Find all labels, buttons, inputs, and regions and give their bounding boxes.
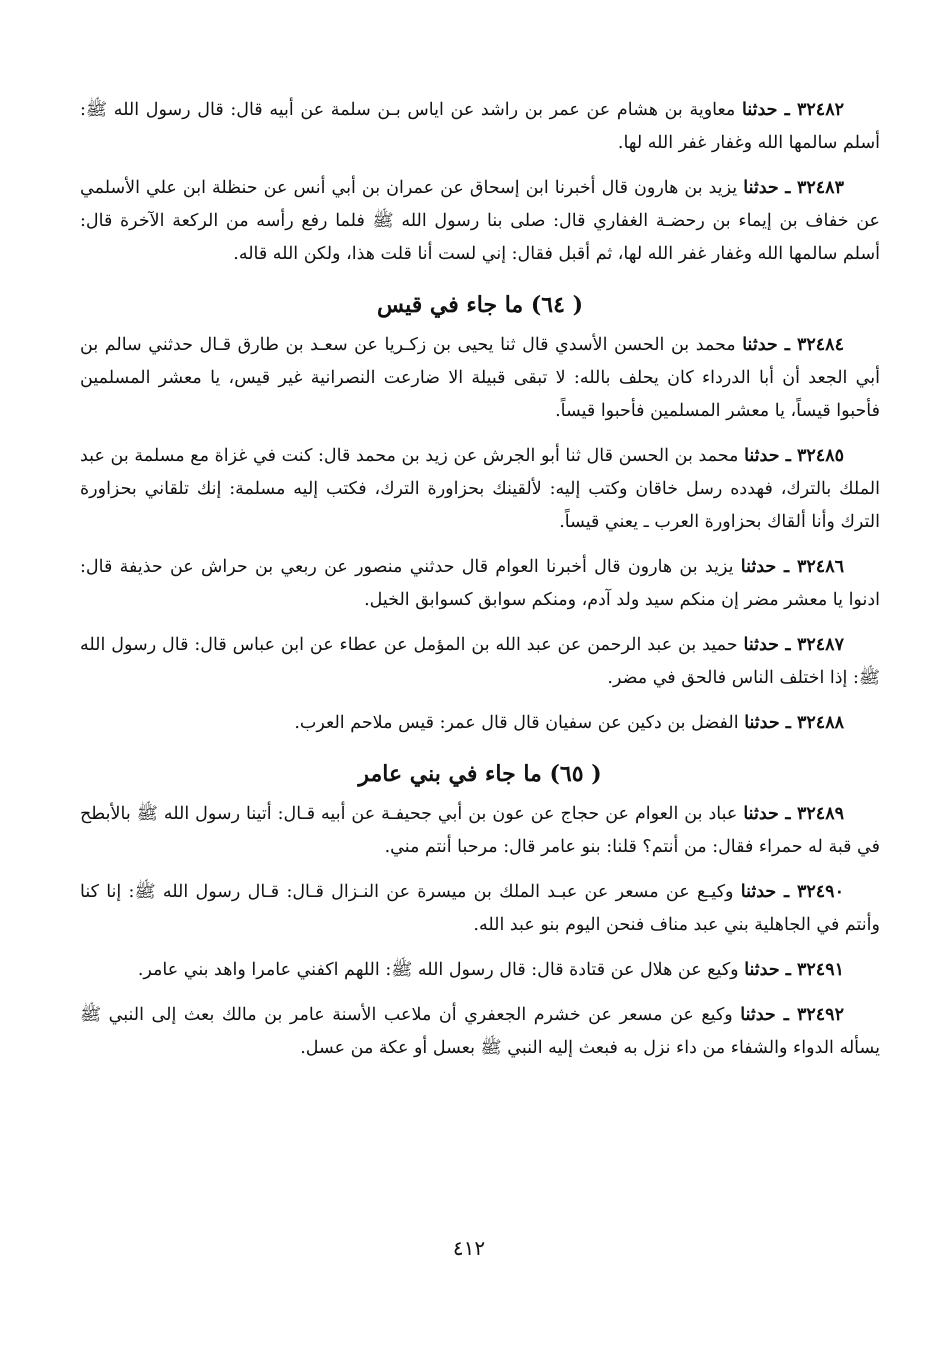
hadith-number: ٣٢٤٩٠ ـ حدثنا — [740, 882, 844, 902]
hadith-number: ٣٢٤٨٥ ـ حدثنا — [744, 446, 844, 466]
hadith-text: محمد بن الحسن الأسدي قال ثنا يحيى بن زكـريا عن سعـد بن طارق قـال حدثني سالم بن أبي الجعد أن أبا الدرداء كان يحلف بالله: لا تبقى قبيلة الا ضارعت النصرانية غير قيس، يا معشر المسلمين فأحبوا قيساً، يا معشر المسلمين فأحبوا قيساً. — [80, 335, 880, 421]
hadith-32484 — [80, 329, 880, 428]
hadith-text: الفضل بن دكين عن سفيان قال قال عمر: قيس ملاحم العرب. — [294, 713, 739, 733]
hadith-text: معاوية بن هشام عن عمر بن راشد عن اياس بـن سلمة عن أبيه قال: قال رسول الله ﷺ: أسلم سالمها الله وغفار غفر الله لها. — [80, 100, 880, 153]
hadith-32492 — [80, 999, 880, 1065]
section-heading-64: ( ٦٤) ما جاء في قيس — [377, 292, 583, 318]
hadith-32486 — [80, 551, 880, 617]
hadith-text: وكيع عن مسعر عن خشرم الجعفري أن ملاعب الأسنة عامر بن مالك بعث إلى النبي ﷺ يسأله الدواء والشفاء من داء نزل به فبعث إليه النبي ﷺ بعسل أو عكة من عسل. — [80, 1005, 880, 1058]
hadith-number: ٣٢٤٨٨ ـ حدثنا — [744, 713, 844, 733]
hadith-32490 — [80, 876, 880, 942]
hadith-number: ٣٢٤٨٩ ـ حدثنا — [743, 804, 844, 824]
page-number: ٤١٢ — [452, 1236, 486, 1260]
hadith-number: ٣٢٤٨٢ ـ حدثنا — [741, 100, 844, 120]
hadith-number: ٣٢٤٨٣ ـ حدثنا — [743, 178, 844, 198]
hadith-text: يزيد بن هارون قال أخبرنا العوام قال حدثني منصور عن ربعي بن حراش عن حذيفة قال: ادنوا يا معشر مضر إن منكم سيد ولد آدم، ومنكم سوابق كسوابق الخيل. — [80, 557, 880, 610]
hadith-text: حميد بن عبد الرحمن عن عبد الله بن المؤمل عن عطاء عن ابن عباس قال: قال رسول الله ﷺ: إذا اختلف الناس فالحق في مضر. — [80, 635, 880, 688]
hadith-number: ٣٢٤٨٤ ـ حدثنا — [742, 335, 844, 355]
hadith-number: ٣٢٤٩٢ ـ حدثنا — [740, 1005, 844, 1025]
hadith-text: وكيـع عن مسعر عن عبـد الملك بن ميسرة عن النـزال قـال: قـال رسول الله ﷺ: إنا كنا وأنتم في الجاهلية بني عبد مناف فنحن اليوم بنو عبد الله. — [80, 882, 880, 935]
hadith-text: وكيع عن هلال عن قتادة قال: قال رسول الله ﷺ: اللهم اكفني عامرا واهد بني عامر. — [137, 960, 739, 980]
hadith-text: عباد بن العوام عن حجاج عن عون بن أبي جحيفـة عن أبيه قـال: أتينا رسول الله ﷺ بالأبطح في قبة له حمراء فقال: من أنتم؟ قلنا: بنو عامر قال: مرحبا أنتم مني. — [80, 804, 880, 857]
hadith-text: يزيد بن هارون قال أخبرنا ابن إسحاق عن عمران بن أبي أنس عن حنظلة ابن علي الأسلمي عن خفاف بن إيماء بن رحضـة الغفاري قال: صلى بنا رسول الله ﷺ فلما رفع رأسه من الركعة الآخرة قال: أسلم سالمها الله وغفار غفر الله لها، ثم أقبل فقال: إني لست أنا قلت هذا، ولكن الله قاله. — [80, 178, 880, 264]
hadith-number: ٣٢٤٨٦ ـ حدثنا — [740, 557, 844, 577]
hadith-32491 — [80, 954, 880, 987]
hadith-number: ٣٢٤٨٧ ـ حدثنا — [743, 635, 844, 655]
hadith-32488 — [80, 707, 880, 740]
hadith-text: محمد بن الحسن قال ثنا أبو الجرش عن زيد بن محمد قال: كنت في غزاة مع مسلمة بن عبد الملك بالترك، فهدده رسل خاقان وكتب إليه: لألقينك بحزاورة الترك، فكتب إليه مسلمة: إنك تلقاني بحزاورة الترك وأنا ألقاك بحزاورة العرب ـ يعني قيساً. — [80, 446, 880, 532]
hadith-32482 — [80, 94, 880, 160]
section-heading-65: ( ٦٥) ما جاء في بني عامر — [358, 761, 602, 787]
page-body — [80, 94, 880, 1077]
hadith-32485 — [80, 440, 880, 539]
hadith-32487 — [80, 629, 880, 695]
hadith-32483 — [80, 172, 880, 271]
hadith-32489 — [80, 798, 880, 864]
hadith-number: ٣٢٤٩١ ـ حدثنا — [744, 960, 844, 980]
